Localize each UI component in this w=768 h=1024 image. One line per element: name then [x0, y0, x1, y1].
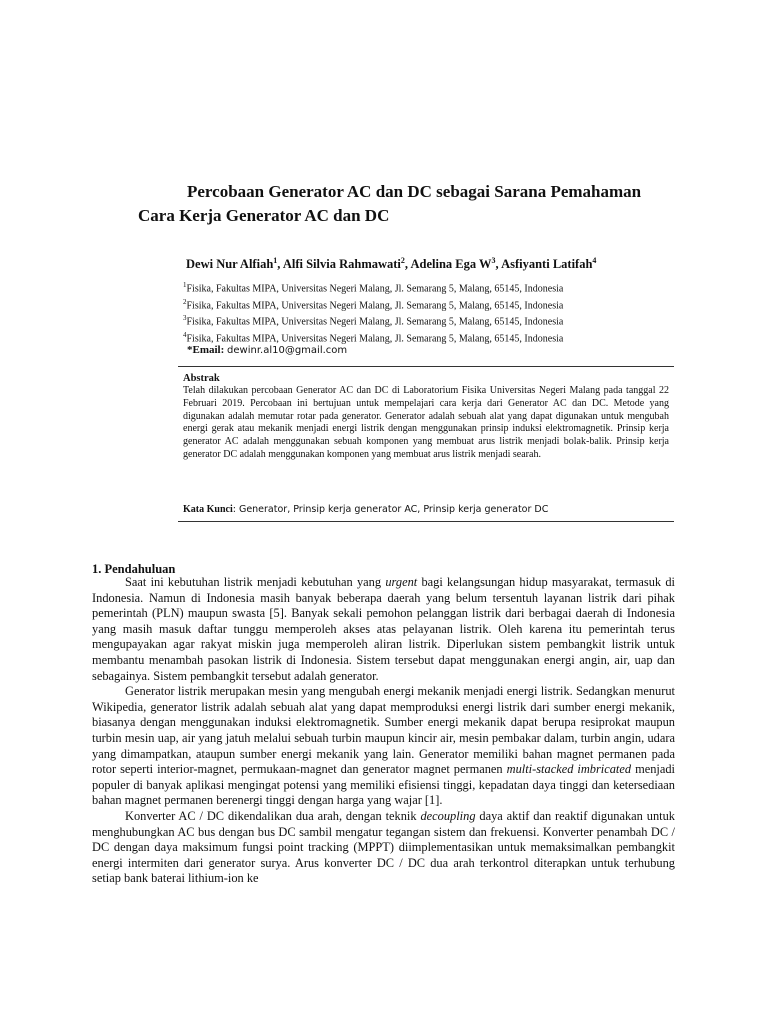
- abstract-text: Telah dilakukan percobaan Generator AC dan DC di Laboratorium Fisika Universitas Negeri Malang pada tanggal 22 Februari 2019. Percobaan ini bertujuan untuk mempelajari cara kerja dari Generator AC dan DC. Metode yang digunakan adalah memutar rotar pada generator. Generator adalah sebuah alat yang dapat digunakan untuk mengubah energi gerak atau mekanik menjadi energi listrik dengan menggunakan prinsip induksi elektromagnetik. Prinsip kerja generator AC adalah menggunakan sebuah komponen yang membuat arus listrik menjadi bolak-balik. Prinsip kerja generator DC adalah menggunakan komponen yang membuat arus listrik menjadi searah.: [183, 385, 669, 460]
- body-paragraph: [92, 684, 675, 809]
- section-heading: 1. Pendahuluan: [92, 562, 176, 576]
- affiliation-mark: 1: [183, 281, 187, 289]
- abstract-heading: Abstrak: [183, 373, 220, 384]
- affiliation-text: Fisika, Fakultas MIPA, Universitas Negeri Malang, Jl. Semarang 5, Malang, 65145, Indonesia: [186, 332, 564, 344]
- author-affil-mark: 3: [491, 256, 496, 265]
- affiliation-text: Fisika, Fakultas MIPA, Universitas Negeri Malang, Jl. Semarang 5, Malang, 65145, Indonesia: [186, 316, 564, 328]
- paper-title: [138, 180, 698, 228]
- keywords-line: [183, 504, 669, 515]
- affiliation-line: [183, 329, 563, 346]
- author-affil-mark: 4: [592, 256, 597, 265]
- italic-term: multi-stacked imbricated: [506, 762, 632, 777]
- author-name: Adelina Ega W: [410, 257, 492, 272]
- affiliation-line: [183, 296, 563, 313]
- abstract-box: [178, 366, 674, 522]
- affiliation-line: [183, 312, 563, 329]
- italic-term: decoupling: [420, 808, 476, 823]
- keywords-label: Kata Kunci: [183, 504, 233, 515]
- title-line-1: Percobaan Generator AC dan DC sebagai Sarana Pemahaman: [187, 182, 642, 201]
- body-paragraph: [92, 575, 675, 684]
- affiliation-text: Fisika, Fakultas MIPA, Universitas Negeri Malang, Jl. Semarang 5, Malang, 65145, Indonesia: [186, 299, 564, 311]
- affiliation-line: [183, 279, 563, 296]
- affiliation-text: Fisika, Fakultas MIPA, Universitas Negeri Malang, Jl. Semarang 5, Malang, 65145, Indonesia: [186, 283, 564, 295]
- author-affil-mark: 1: [273, 256, 278, 265]
- text-run: menjadi populer di banyak aplikasi mengingat potensi yang memiliki efisiensi tinggi, kepadatan daya tinggi dan ketersediaan bahan magnet permanen berenergi tinggi dengan harga yang wajar [1].: [92, 762, 675, 808]
- text-run: Konverter AC / DC dikendalikan dua arah, dengan teknik: [125, 808, 421, 823]
- author-list: Dewi Nur Alfiah$^1$, Alfi Silvia Rahmawati$^2$, Adelina Ega $W^3$, Asfiyanti Latifah$^4$: [186, 256, 597, 272]
- author-name: Alfi Silvia Rahmawati: [282, 257, 401, 272]
- email-address[interactable]: dewinr.al10@gmail.com: [227, 345, 348, 356]
- italic-term: urgent: [385, 575, 418, 589]
- corresponding-email: [187, 344, 347, 356]
- section-body: [92, 575, 675, 887]
- affiliation-mark: 2: [183, 297, 187, 306]
- text-run: Generator listrik merupakan mesin yang mengubah energi mekanik menjadi energi listrik. Sedangkan menurut Wikipedia, generator listrik adalah sebuah alat yang dapat memproduksi energi listrik dari sumber energi mekanik, biasanya dengan menggunakan induksi elektromagnetik. Sumber energi mekanik dapat berupa resiprokat maupun turbin mesin uap, air yang jatuh melalui sebuah turbin maupun kincir air, mesin pembakar dalam, turbin angin, udara yang dimampatkan, ataupun sumber energi mekanik yang lain. Generator memiliki bahan magnet permanen pada rotor seperti interior-magnet, permukaan-magnet dan generator magnet permanen: [92, 684, 675, 777]
- author-name: Asfiyanti Latifah: [501, 257, 593, 272]
- body-paragraph: [92, 809, 675, 887]
- author-name: Dewi Nur Alfiah: [186, 257, 274, 272]
- text-run: Saat ini kebutuhan listrik menjadi kebutuhan yang: [125, 575, 386, 589]
- affiliation-mark: 3: [183, 314, 187, 323]
- author-affil-mark: 2: [400, 256, 405, 265]
- text-run: daya aktif dan reaktif digunakan untuk menghubungkan AC bus dengan bus DC sambil mengatur tegangan sistem dan frekuensi. Konverter penambah DC / DC dengan daya maksimum fungsi point tracking (MPPT) diimplementasikan untuk memaksimalkan pembangkit energi intermiten dari generator surya. Arus konverter DC / DC dua arah terkontrol diterapkan untuk terhubung setiap bank baterai lithium-ion ke: [92, 808, 675, 886]
- text-run: bagi kelangsungan hidup masyarakat, termasuk di Indonesia. Namun di Indonesia masih banyak beberapa daerah yang belum tersentuh layanan listrik dari pihak pemerintah (PLN) maupun swasta [5]. Banyak sekali pemohon pelanggan listrik dari berbagai daerah di Indonesia yang masih masuk daftar tunggu memperoleh akses atas pelayanan listrik. Oleh karena itu pemerintah terus mengupayakan agar rakyat miskin juga memperoleh aliran listrik. Diperlukan sistem pembangkit listrik untuk membantu menambah pasokan listrik di Indonesia. Sistem tersebut dapat menggunakan energi angin, air, uap dan sebagainya. Sistem pembangkit tersebut adalah generator.: [92, 575, 675, 683]
- affiliation-list: [183, 279, 563, 345]
- affiliation-mark: 4: [183, 330, 187, 339]
- email-label: *Email:: [187, 344, 225, 356]
- keywords-value: : Generator, Prinsip kerja generator AC, Prinsip kerja generator DC: [232, 504, 549, 515]
- title-line-2: Cara Kerja Generator AC dan DC: [138, 206, 390, 225]
